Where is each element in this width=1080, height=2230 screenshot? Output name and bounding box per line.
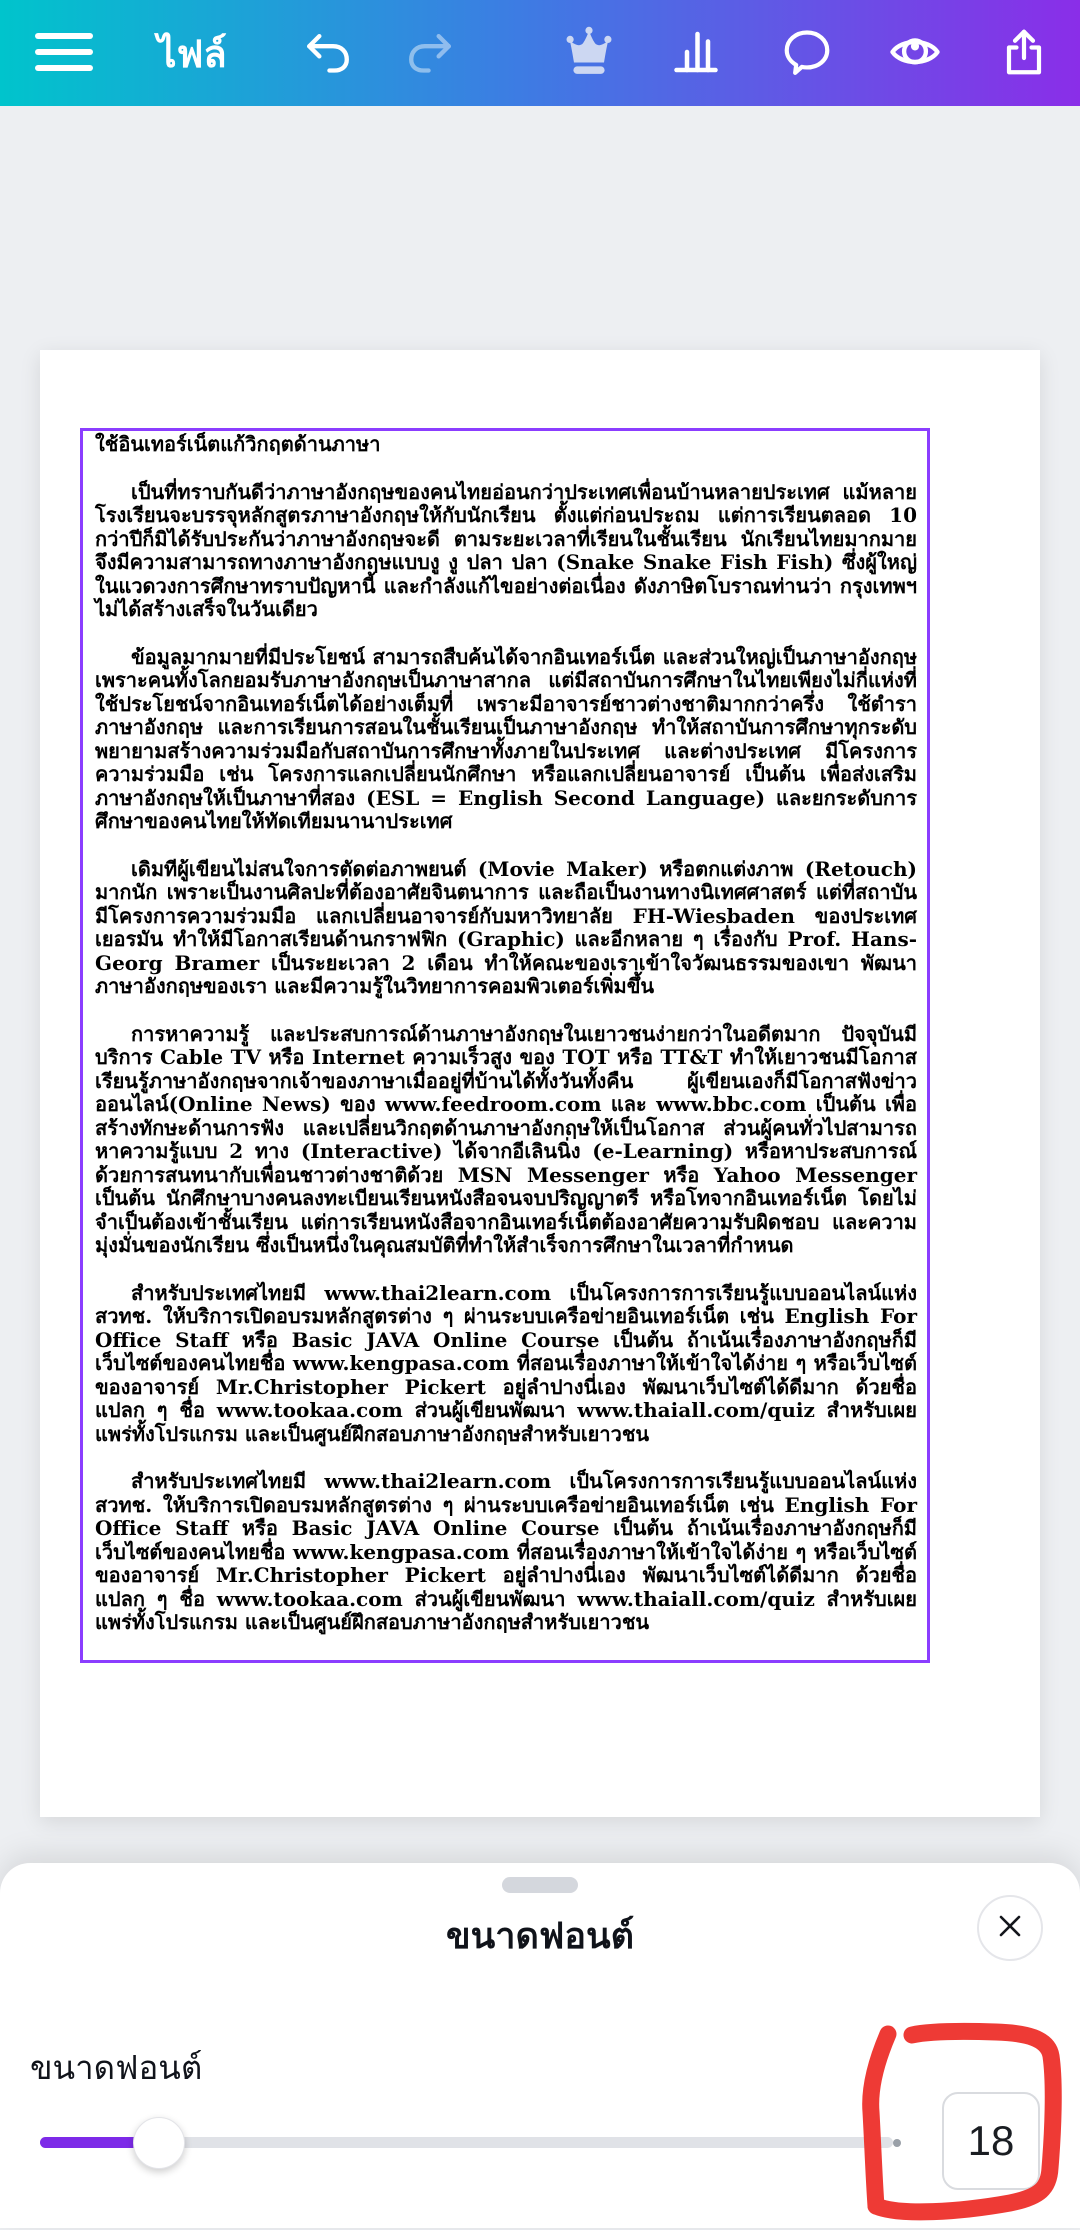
insights-button[interactable] bbox=[664, 20, 728, 84]
document-paragraph: การหาความรู้ และประสบการณ์ด้านภาษาอังกฤษในเยาวชนง่ายกว่าในอดีตมาก ปัจจุบันมีบริการ Cable TV หรือ Internet ความเร็วสูง ของ TOT หรือ TT&T ทำให้เยาวชนมีโอกาสเรียนรู้ภาษาอังกฤษจากเจ้าของภาษาเมื่ออยู่ที่บ้านได้ทั้งวันทั้งคืน ผู้เขียนเองก็มีโอกาสฟังข่าวออนไลน์(Online News) ของ www.feedroom.com และ www.bbc.com เป็นต้น เพื่อสร้างทักษะด้านการฟัง และเปลี่ยนวิกฤตด้านภาษาอังกฤษให้เป็นโอกาส ส่วนผู้คนทั่วไปสามารถหาความรู้แบบ 2 ทาง (Interactive) ได้จากอีเลินนิ่ง (e-Learning) หรือหาประสบการณ์ด้วยการสนทนากับเพื่อนชาวต่างชาติด้วย MSN Messenger หรือ Yahoo Messenger เป็นต้น นักศึกษาบางคนลงทะเบียนเรียนหนังสือจนจบปริญญาตรี หรือโทจากอินเทอร์เน็ต โดยไม่จำเป็นต้องเข้าชั้นเรียน แต่การเรียนหนังสือจากอินเทอร์เน็ตต้องอาศัยความรับผิดชอบ และความมุ่งมั่นของนักเรียน ซึ่งเป็นหนึ่งในคุณสมบัติที่ทำให้สำเร็จการศึกษาในเวลาที่กำหนด bbox=[95, 1021, 917, 1257]
undo-button[interactable] bbox=[296, 20, 360, 84]
file-menu-button[interactable]: ไฟล์ bbox=[157, 33, 227, 76]
menu-button[interactable] bbox=[32, 20, 96, 84]
preview-button[interactable] bbox=[883, 20, 947, 84]
hamburger-menu-icon bbox=[35, 29, 93, 75]
sheet-drag-handle[interactable] bbox=[502, 1877, 578, 1893]
slider-default-tick bbox=[893, 2139, 901, 2147]
redo-icon bbox=[404, 26, 456, 78]
eye-icon bbox=[887, 24, 943, 80]
comments-button[interactable] bbox=[775, 20, 839, 84]
slider-thumb[interactable] bbox=[133, 2117, 185, 2169]
crown-icon bbox=[562, 25, 616, 79]
font-size-bottom-sheet bbox=[0, 1863, 1080, 2228]
document-paragraph: เป็นที่ทราบกันดีว่าภาษาอังกฤษของคนไทยอ่อนกว่าประเทศเพื่อนบ้านหลายประเทศ แม้หลายโรงเรียนจะบรรจุหลักสูตรภาษาอังกฤษให้กับนักเรียน ตั้งแต่ก่อนประถม แต่การเรียนตลอด 10 กว่าปีก็มิได้รับประกันว่าภาษาอังกฤษจะดี ตามระยะเวลาที่เรียนในชั้นเรียน นักเรียนไทยมากมายจึงมีความสามารถทางภาษาอังกฤษแบบงู งู ปลา ปลา (Snake Snake Fish Fish) ซึ่งผู้ใหญ่ในแวดวงการศึกษาทราบปัญหานี้ และกำลังแก้ไขอย่างต่อเนื่อง ดังภาษิตโบราณท่านว่า กรุงเทพฯ ไม่ได้สร้างเสร็จในวันเดียว bbox=[95, 479, 917, 621]
font-size-label: ขนาดฟอนต์ bbox=[30, 2049, 203, 2086]
document-paragraph: สำหรับประเทศไทยมี www.thai2learn.com เป็นโครงการการเรียนรู้แบบออนไลน์แห่ง สวทช. ให้บริการเปิดอบรมหลักสูตรต่าง ๆ ผ่านระบบเครือข่ายอินเทอร์เน็ต เช่น English For Office Staff หรือ Basic JAVA Online Course เป็นต้น ถ้าเน้นเรื่องภาษาอังกฤษก็มีเว็บไซต์ของคนไทยชื่อ www.kengpasa.com ที่สอนเรื่องภาษาให้เข้าใจได้ง่าย ๆ หรือเว็บไซต์ของอาจารย์ Mr.Christopher Pickert อยู่ลำปางนี่เอง พัฒนาเว็บไซต์ได้ดีมาก ด้วยชื่อแปลก ๆ ชื่อ www.tookaa.com ส่วนผู้เขียนพัฒนา www.thaiall.com/quiz สำหรับเผยแพร่ทั้งโปรแกรม และเป็นศูนย์ฝึกสอบภาษาอังกฤษสำหรับเยาวชน bbox=[95, 1469, 917, 1634]
selected-text-box[interactable] bbox=[80, 428, 930, 1663]
document-paragraph: ข้อมูลมากมายที่มีประโยชน์ สามารถสืบค้นได้จากอินเทอร์เน็ต และส่วนใหญ่เป็นภาษาอังกฤษ เพราะคนทั้งโลกยอมรับภาษาอังกฤษเป็นภาษาสากล แต่มีสถาบันการศึกษาในไทยเพียงไม่กี่แห่งที่ใช้ประโยชน์จากอินเทอร์เน็ตได้อย่างเต็มที่ เพราะมีอาจารย์ชาวต่างชาติมากกว่าครึ่ง ใช้ตำราภาษาอังกฤษ และการเรียนการสอนในชั้นเรียนเป็นภาษาอังกฤษ ทำให้สถาบันการศึกษาทุกระดับพยายามสร้างความร่วมมือกับสถาบันการศึกษาทั้งภายในประเทศ และต่างประเทศ มีโครงการความร่วมมือ เช่น โครงการแลกเปลี่ยนนักศึกษา หรือแลกเปลี่ยนอาจารย์ เป็นต้น เพื่อส่งเสริมภาษาอังกฤษให้เป็นภาษาที่สอง (ESL = English Second Language) และยกระดับการศึกษาของคนไทยให้ทัดเทียมนานาประเทศ bbox=[95, 644, 917, 833]
font-size-value-field[interactable]: 18 bbox=[942, 2092, 1040, 2190]
design-canvas[interactable] bbox=[0, 106, 1080, 1863]
document-paragraph: เดิมทีผู้เขียนไม่สนใจการตัดต่อภาพยนต์ (Movie Maker) หรือตกแต่งภาพ (Retouch) มากนัก เพราะเป็นงานศิลปะที่ต้องอาศัยจินตนาการ และถือเป็นงานทางนิเทศศาสตร์ แต่ที่สถาบันมีโครงการความร่วมมือ แลกเปลี่ยนอาจารย์กับมหาวิทยาลัย FH-Wiesbaden ของประเทศเยอรมัน ทำให้มีโอกาสเรียนด้านกราฟฟิก (Graphic) และอีกหลาย ๆ เรื่องกับ Prof. Hans-Georg Bramer เป็นระยะเวลา 2 เดือน ทำให้คณะของเราเข้าใจวัฒนธรรมของเขา พัฒนาภาษาอังกฤษของเรา และมีความรู้ในวิทยาการคอมพิวเตอร์เพิ่มขึ้น bbox=[95, 856, 917, 998]
document-paragraph: สำหรับประเทศไทยมี www.thai2learn.com เป็นโครงการการเรียนรู้แบบออนไลน์แห่ง สวทช. ให้บริการเปิดอบรมหลักสูตรต่าง ๆ ผ่านระบบเครือข่ายอินเทอร์เน็ต เช่น English For Office Staff หรือ Basic JAVA Online Course เป็นต้น ถ้าเน้นเรื่องภาษาอังกฤษก็มีเว็บไซต์ของคนไทยชื่อ www.kengpasa.com ที่สอนเรื่องภาษาให้เข้าใจได้ง่าย ๆ หรือเว็บไซต์ของอาจารย์ Mr.Christopher Pickert อยู่ลำปางนี่เอง พัฒนาเว็บไซต์ได้ดีมาก ด้วยชื่อแปลก ๆ ชื่อ www.tookaa.com ส่วนผู้เขียนพัฒนา www.thaiall.com/quiz สำหรับเผยแพร่ทั้งโปรแกรม และเป็นศูนย์ฝึกสอบภาษาอังกฤษสำหรับเยาวชน bbox=[95, 1280, 917, 1446]
redo-button[interactable] bbox=[398, 20, 462, 84]
sheet-title: ขนาดฟอนต์ bbox=[446, 1915, 634, 1956]
close-button[interactable] bbox=[977, 1895, 1043, 1961]
upgrade-button[interactable] bbox=[557, 20, 621, 84]
close-icon bbox=[995, 1911, 1025, 1946]
chart-icon bbox=[669, 25, 723, 79]
document-heading: ใช้อินเทอร์เน็ตแก้วิกฤตด้านภาษา bbox=[95, 432, 381, 456]
share-button[interactable] bbox=[992, 20, 1056, 84]
editor-toolbar bbox=[0, 0, 1080, 106]
comment-bubble-icon bbox=[780, 25, 834, 79]
undo-icon bbox=[302, 26, 354, 78]
share-export-icon bbox=[997, 25, 1051, 79]
